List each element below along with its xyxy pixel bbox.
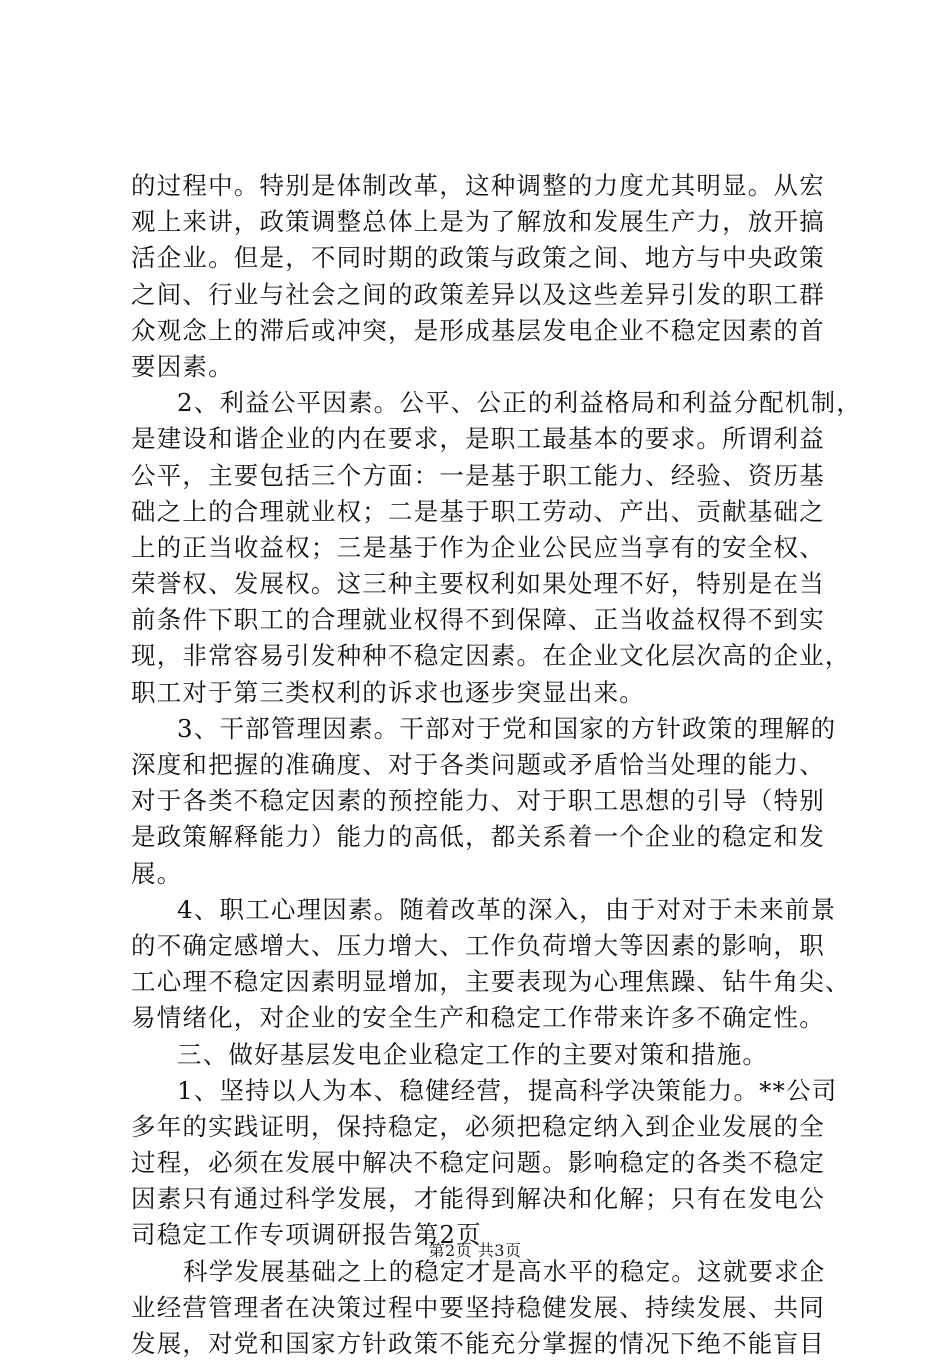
- text-line: 司稳定工作专项调研报告第2页: [131, 1220, 482, 1250]
- text-line: 活企业。但是，不同时期的政策与政策之间、地方与中央政策: [131, 243, 825, 273]
- text-line: 上的正当收益权；三是基于作为企业公民应当享有的安全权、: [131, 532, 825, 562]
- text-line: 多年的实践证明，保持稳定，必须把稳定纳入到企业发展的全: [131, 1111, 825, 1141]
- text-line: 础之上的合理就业权；二是基于职工劳动、产出、贡献基础之: [131, 496, 825, 526]
- text-line: 公平，主要包括三个方面：一是基于职工能力、经验、资历基: [131, 460, 825, 490]
- document-body: [131, 168, 862, 1362]
- text-line: 现，非常容易引发种种不稳定因素。在企业文化层次高的企业，: [131, 641, 851, 671]
- text-line: 业经营管理者在决策过程中要坚持稳健发展、持续发展、共同: [131, 1292, 825, 1322]
- text-line: 的不确定感增大、压力增大、工作负荷增大等因素的影响，职: [131, 930, 825, 960]
- paragraph-start-line: 4、职工心理因素。随着改革的深入，由于对对于未来前景: [177, 894, 837, 924]
- text-line: 易情绪化，对企业的安全生产和稳定工作带来许多不确定性。: [131, 1003, 825, 1033]
- text-line: 工心理不稳定因素明显增加，主要表现为心理焦躁、钻牛角尖、: [131, 967, 851, 997]
- text-line: 前条件下职工的合理就业权得不到保障、正当收益权得不到实: [131, 605, 825, 635]
- text-line: 展。: [131, 858, 183, 888]
- text-line: 众观念上的滞后或冲突，是形成基层发电企业不稳定因素的首: [131, 315, 825, 345]
- text-line: 荣誉权、发展权。这三种主要权利如果处理不好，特别是在当: [131, 569, 825, 599]
- text-line: 观上来讲，政策调整总体上是为了解放和发展生产力，放开搞: [131, 207, 825, 237]
- paragraph-start-line: 科学发展基础之上的稳定才是高水平的稳定。这就要求企: [183, 1256, 826, 1286]
- text-line: 要因素。: [131, 351, 234, 381]
- text-line: 之间、行业与社会之间的政策差异以及这些差异引发的职工群: [131, 279, 825, 309]
- section-heading-line: 三、做好基层发电企业稳定工作的主要对策和措施。: [177, 1039, 769, 1069]
- text-line: 深度和把握的准确度、对于各类问题或矛盾恰当处理的能力、: [131, 750, 825, 779]
- paragraph-start-line: 1、坚持以人为本、稳健经营，提高科学决策能力。**公司: [177, 1075, 838, 1105]
- page-number-footer: 第2页 共3页: [428, 1241, 522, 1260]
- paragraph-start-line: 3、干部管理因素。干部对于党和国家的方针政策的理解的: [177, 713, 837, 743]
- paragraph-start-line: 2、利益公平因素。公平、公正的利益格局和利益分配机制，: [177, 388, 862, 418]
- text-line: 是政策解释能力）能力的高低，都关系着一个企业的稳定和发: [131, 822, 825, 852]
- text-line: 对于各类不稳定因素的预控能力、对于职工思想的引导（特别: [131, 786, 825, 816]
- text-line: 因素只有通过科学发展，才能得到解决和化解；只有在发电公: [131, 1184, 825, 1214]
- text-line: 职工对于第三类权利的诉求也逐步突显出来。: [131, 677, 645, 707]
- text-line: 发展，对党和国家方针政策不能充分掌握的情况下绝不能盲目: [131, 1329, 825, 1358]
- text-line: 是建设和谐企业的内在要求，是职工最基本的要求。所谓利益: [131, 424, 825, 454]
- text-line: 的过程中。特别是体制改革，这种调整的力度尤其明显。从宏: [131, 171, 825, 200]
- text-line: 过程，必须在发展中解决不稳定问题。影响稳定的各类不稳定: [131, 1148, 825, 1178]
